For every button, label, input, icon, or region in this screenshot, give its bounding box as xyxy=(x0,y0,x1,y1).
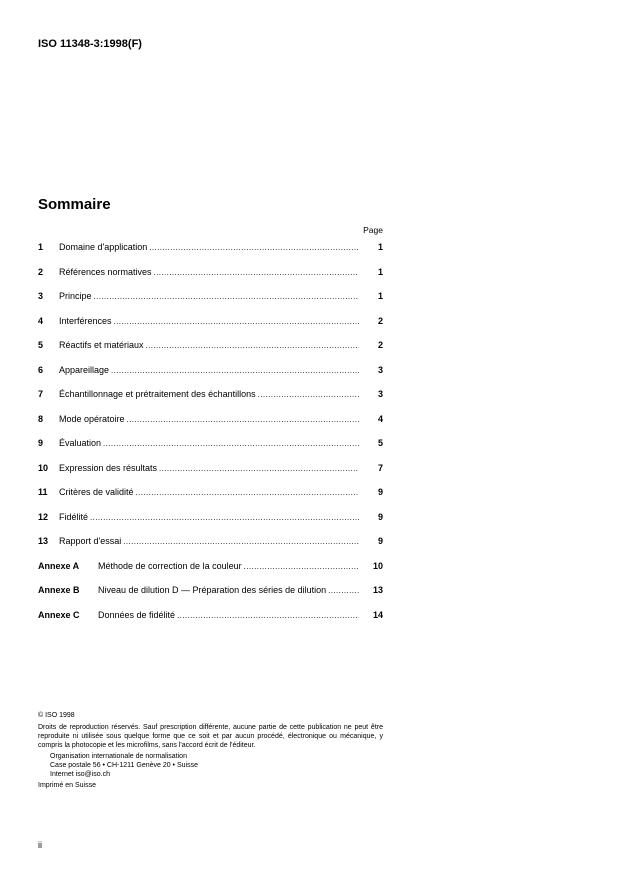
toc-entry-page: 5 xyxy=(377,438,383,448)
toc-entry-title: Rapport d'essai xyxy=(59,536,122,546)
toc-entry-number: 2 xyxy=(38,266,44,277)
toc-annex-title: Méthode de correction de la couleur xyxy=(98,560,242,571)
toc-entry-number: 4 xyxy=(38,315,44,326)
toc-entry-number: 10 xyxy=(38,462,49,473)
standard-header: ISO 11348-3:1998(F) xyxy=(38,38,142,50)
table-of-contents xyxy=(38,239,383,631)
toc-annex-entry[interactable] xyxy=(38,607,383,632)
toc-entry[interactable] xyxy=(38,509,383,534)
dot-leader xyxy=(90,510,359,526)
toc-entry-page: 3 xyxy=(377,389,383,399)
dot-leader xyxy=(244,559,359,575)
copyright-notice: © ISO 1998 xyxy=(38,712,75,719)
toc-entry[interactable] xyxy=(38,362,383,387)
toc-annex-title: Niveau de dilution D — Préparation des séries de dilution xyxy=(98,585,327,595)
toc-entry-number: 11 xyxy=(38,487,48,497)
toc-entry-number: 6 xyxy=(38,364,44,375)
dot-leader xyxy=(328,583,359,599)
toc-entry-title: Réactifs et matériaux xyxy=(59,340,144,350)
toc-entry-title: Échantillonnage et prétraitement des échantillons xyxy=(59,389,256,399)
toc-annex-page: 13 xyxy=(372,585,383,595)
toc-entry-title: Critères de validité xyxy=(59,487,134,497)
internet-contact[interactable]: Internet iso@iso.ch xyxy=(50,771,111,778)
toc-entry[interactable] xyxy=(38,435,383,460)
toc-annex-label: Annexe B xyxy=(38,585,80,595)
dot-leader xyxy=(154,265,359,281)
toc-entry-title: Références normatives xyxy=(59,266,152,277)
toc-entry[interactable] xyxy=(38,288,383,313)
dot-leader xyxy=(103,436,359,452)
org-name: Organisation internationale de normalisation xyxy=(50,753,187,760)
toc-entry-title: Appareillage xyxy=(59,364,110,375)
toc-entry-title: Expression des résultats xyxy=(59,462,158,473)
page-number: ii xyxy=(38,840,42,850)
dot-leader xyxy=(111,363,359,379)
copyright-block xyxy=(38,711,383,790)
toc-annex-page: 14 xyxy=(372,609,383,620)
dot-leader xyxy=(114,314,359,330)
toc-entry[interactable] xyxy=(38,484,383,509)
toc-entry-page: 1 xyxy=(377,242,383,252)
toc-entry-number: 12 xyxy=(38,511,49,522)
toc-annex-page: 10 xyxy=(372,560,383,571)
toc-entry-page: 9 xyxy=(377,536,383,546)
toc-entry-page: 3 xyxy=(377,364,383,375)
toc-entry-number: 9 xyxy=(38,438,44,448)
toc-entry-number: 13 xyxy=(38,536,49,546)
dot-leader xyxy=(258,387,359,403)
printed-in: Imprimé en Suisse xyxy=(38,782,96,789)
toc-annex-title: Données de fidélité xyxy=(98,609,176,620)
toc-entry[interactable] xyxy=(38,264,383,289)
toc-entry-title: Évaluation xyxy=(59,438,102,448)
dot-leader xyxy=(177,608,359,624)
toc-entry-title: Domaine d'application xyxy=(59,242,148,252)
toc-entry[interactable] xyxy=(38,386,383,411)
dot-leader xyxy=(94,289,359,305)
toc-annex-label: Annexe C xyxy=(38,609,80,620)
toc-title: Sommaire xyxy=(38,196,111,213)
toc-entry-page: 1 xyxy=(377,266,383,277)
toc-entry-page: 1 xyxy=(377,291,383,301)
toc-entry-page: 2 xyxy=(377,340,383,350)
toc-entry-number: 7 xyxy=(38,389,44,399)
toc-entry-title: Mode opératoire xyxy=(59,413,125,424)
postal-address: Case postale 56 • CH-1211 Genève 20 • Suisse xyxy=(50,762,198,769)
toc-entry-number: 5 xyxy=(38,340,44,350)
toc-entry-number: 1 xyxy=(38,242,44,252)
toc-entry[interactable] xyxy=(38,337,383,362)
toc-entry[interactable] xyxy=(38,239,383,264)
toc-entry-page: 7 xyxy=(377,462,383,473)
dot-leader xyxy=(159,461,359,477)
toc-annex-label: Annexe A xyxy=(38,560,80,571)
toc-entry-page: 2 xyxy=(377,315,383,326)
toc-entry-number: 3 xyxy=(38,291,44,301)
toc-entry[interactable] xyxy=(38,460,383,485)
toc-entry-title: Fidélité xyxy=(59,511,89,522)
toc-entry-page: 4 xyxy=(377,413,383,424)
toc-entry[interactable] xyxy=(38,533,383,558)
toc-entry-page: 9 xyxy=(377,511,383,522)
dot-leader xyxy=(136,485,359,501)
toc-entry[interactable] xyxy=(38,313,383,338)
reproduction-rights: Droits de reproduction réservés. Sauf prescription différente, aucune partie de cette publication ne peut être reproduite ni utilisée sous quelque forme que ce soit et par aucun procédé, électronique ou mécanique, y compris la photocopie et les microfilms, sans l'accord écrit de l'éditeur. xyxy=(38,724,383,749)
toc-entry-page: 9 xyxy=(377,487,383,497)
toc-entry[interactable] xyxy=(38,411,383,436)
toc-entry-title: Interférences xyxy=(59,315,112,326)
page-column-label: Page xyxy=(363,225,383,235)
toc-entry-title: Principe xyxy=(59,291,92,301)
dot-leader xyxy=(149,240,359,256)
toc-annex-entry[interactable] xyxy=(38,582,383,607)
toc-annex-entry[interactable] xyxy=(38,558,383,583)
dot-leader xyxy=(123,534,359,550)
dot-leader xyxy=(127,412,359,428)
toc-entry-number: 8 xyxy=(38,413,44,424)
dot-leader xyxy=(146,338,359,354)
